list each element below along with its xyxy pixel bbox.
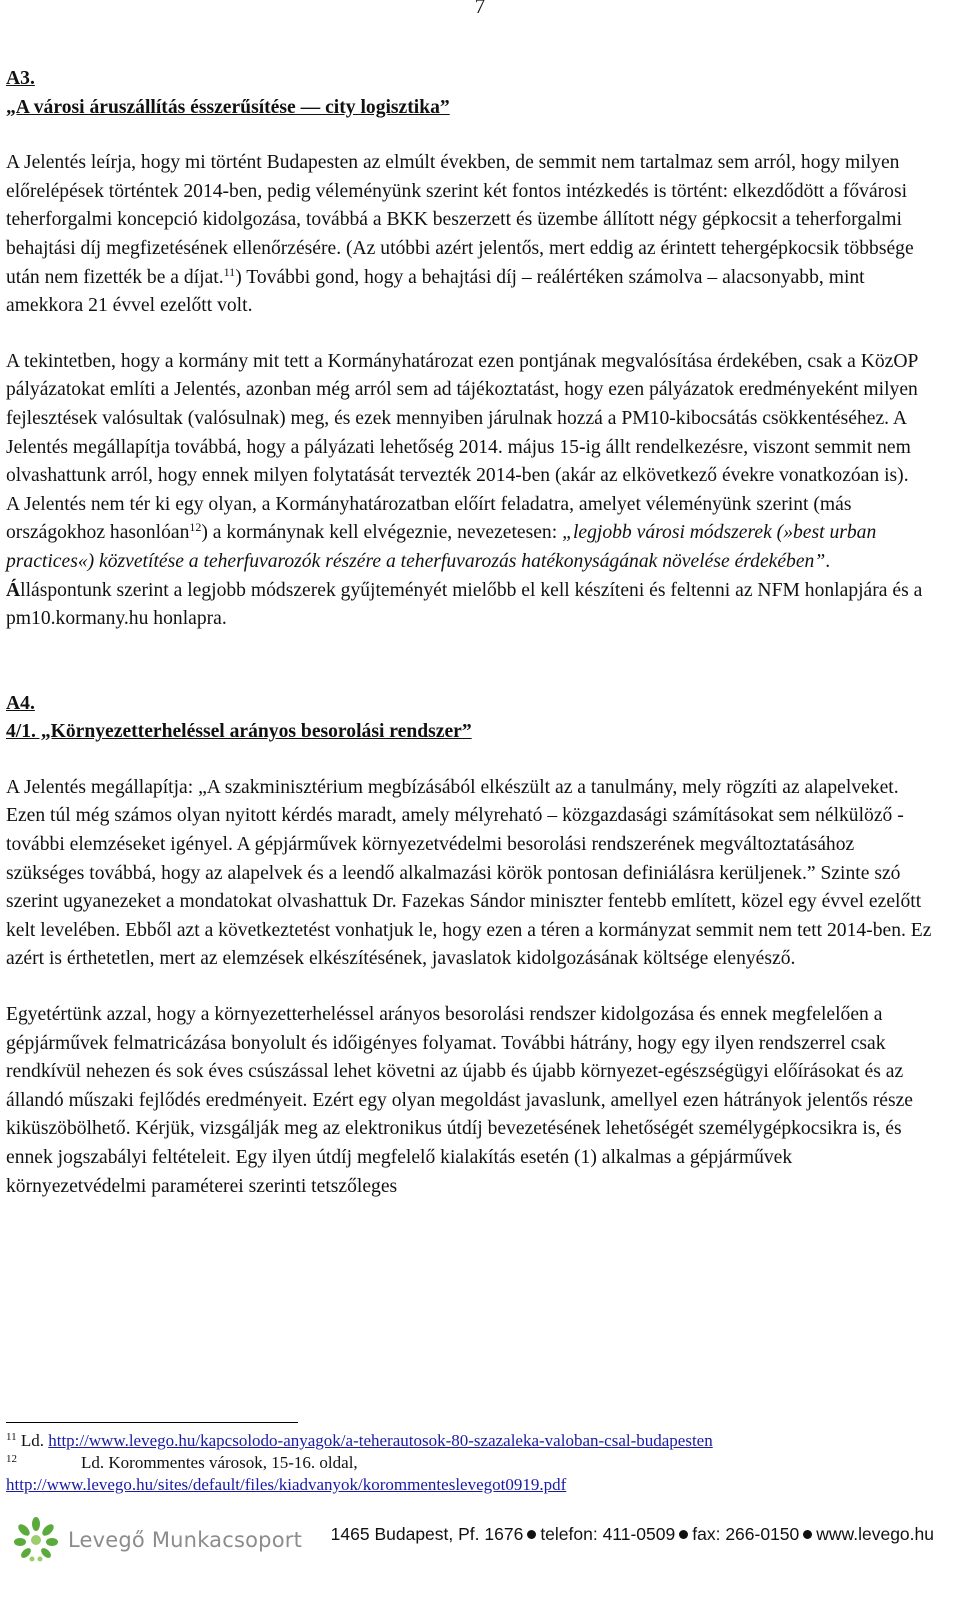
footnote-12-link-row <box>6 1474 936 1496</box>
section-a3-paragraph-3 <box>6 491 936 634</box>
leaf-logo-icon <box>8 1512 64 1568</box>
section-a4-paragraph-2: Egyetértünk azzal, hogy a környezetterheléssel arányos besorolási rendszer kidolgozása és ennek megfelelően a gépjárművek felmatricázása bonyolult és időigényes folyamat. További hátrány, hogy egy ilyen rendszerrel csak rendkívül nehezen és sok éves csúszással lehet követni az újabb és újabb környezet-egészségügyi előírásokat és az állandó műszaki fejlődés eredményeit. Ezért egy olyan megoldást javaslunk, amellyel ezen hátrányok jelentős része kiküszöbölhető. Kérjük, vizsgálják meg az elektronikus útdíj bevezetésének lehetőségét személygépkocsikra is, és ennek jogszabályi feltételeit. Egy ilyen útdíj megfelelő kialakítás esetén (1) alkalmas a gépjárművek környezetvédelmi paraméterei szerinti tetszőleges <box>6 1004 913 1197</box>
page-footer <box>0 1512 960 1568</box>
footnote-11 <box>6 1430 936 1452</box>
phone: telefon: 411-0509 <box>540 1524 676 1544</box>
bullet-icon <box>527 1530 536 1539</box>
footnote-text: Ld. Korommentes városok, 15-16. oldal, <box>81 1453 358 1472</box>
footnotes <box>6 1430 936 1496</box>
website-link[interactable]: www.levego.hu <box>816 1524 934 1544</box>
footnote-12-link[interactable]: http://www.levego.hu/sites/default/files/kiadvanyok/korommenteslevegot0919.pdf <box>6 1475 567 1494</box>
footnote-prefix: Ld. <box>16 1431 49 1450</box>
footnote-ref-11[interactable]: 11 <box>223 264 236 279</box>
footnote-11-link[interactable]: http://www.levego.hu/kapcsolodo-anyagok/a-teherautosok-80-szazaleka-valoban-csal-budapesten <box>48 1431 713 1450</box>
org-logo <box>8 1512 302 1568</box>
footnote-number: 11 <box>6 1431 17 1443</box>
footnote-number: 12 <box>6 1453 17 1465</box>
address: 1465 Budapest, Pf. 1676 <box>330 1524 524 1544</box>
org-name: Levegő Munkacsoport <box>68 1528 303 1552</box>
section-a3-code: A3. <box>6 68 35 89</box>
paragraph-text: A Jelentés leírja, hogy mi történt Budapesten az elmúlt években, de semmit nem tartalmaz sem arról, hogy milyen előrelépések történtek 2014-ben, pedig véleményünk szerint két fontos intézkedés is történt: elkezdődött a fővárosi teherforgalmi koncepció kidolgozása, továbbá a BKK beszerzett és üzembe állított négy gépkocsit a teherforgalmi behajtási díj megfizetésének ellenőrzésére. (Az utóbbi azért jelentős, mert eddig az érintett tehergépkocsik többsége után nem fizették be a díjat. <box>6 152 914 288</box>
paragraph-text: A Jelentés nem tér ki egy olyan, a Kormányhatározatban előírt feladatra, amelyet véleményünk szerint (más országokhoz hasonlóan <box>6 493 852 544</box>
bullet-icon <box>803 1530 812 1539</box>
footnote-separator <box>6 1422 298 1423</box>
footnote-12 <box>6 1452 936 1474</box>
section-a3-title: „A városi áruszállítás ésszerűsítése — city logisztika” <box>6 96 450 118</box>
paragraph-text: ) További gond, hogy a behajtási díj – reálértéken számolva – alacsonyabb, mint amekkora 21 évvel ezelőtt volt. <box>6 266 865 317</box>
bullet-icon <box>679 1530 688 1539</box>
page-number: 7 <box>474 0 486 18</box>
document-body <box>6 65 936 1201</box>
section-a3-paragraph-1 <box>6 149 936 321</box>
section-a4-code: A4. <box>6 692 35 714</box>
paragraph-text: . <box>825 550 831 572</box>
section-a4-paragraph-1: A Jelentés megállapítja: „A szakminisztérium megbízásából elkészült az a tanulmány, mely rögzíti az alapelveket. Ezen túl még számos olyan nyitott kérdés maradt, amely mélyreható – közgazdasági számításokat sem nélkülöző - további elemzéseket igényel. A gépjárművek környezetvédelmi besorolási rendszerének megváltoztatásához szükséges továbbá, hogy az alapelvek és a leendő alkalmazási körök pontosan definiálásra kerüljenek.” Szinte szó szerint ugyanezeket a mondatokat olvashattuk Dr. Fazekas Sándor miniszter fentebb említett, közel egy évvel ezelőtt kelt levelében. Ebből azt a következtetést vonhatjuk le, hogy ezen a téren a kormányzat semmit nem tett 2014-ben. Ez azért is érthetetlen, mert az elemzések elkészítésének, javaslatok kidolgozásának költsége elenyésző. <box>6 776 932 970</box>
paragraph-text: ) a kormánynak kell elvégeznie, nevezetesen: <box>201 522 563 544</box>
section-a3-paragraph-2: A tekintetben, hogy a kormány mit tett a Kormányhatározat ezen pontjának megvalósítása érdekében, csak a KözOP pályázatokat említi a Jelentés, azonban még arról sem ad tájékoztatást, hogy ezen pályázatok eredményeként milyen fejlesztések valósultak (valósulnak) meg, és ezek mennyiben járulnak hozzá a PM10-kibocsátás csökkentéséhez. A Jelentés megállapítja továbbá, hogy a pályázati lehetőség 2014. május 15-ig állt rendelkezésre, viszont semmit nem olvashattunk arról, hogy ennek milyen folytatását tervezték 2014-ben (akár az elkövetkező évekre vonatkozóan is). <box>6 350 918 487</box>
fax: fax: 266-0150 <box>692 1524 800 1544</box>
bold-letter: Á <box>6 579 21 601</box>
footnote-ref-12[interactable]: 12 <box>189 520 202 535</box>
contact-line <box>331 1524 934 1545</box>
quoted-requirement: „legjobb városi módszerek (»best urban practices«) közvetítése a teherfuvarozók részére a teherfuvarozás hatékonyságának növelése érdekében” <box>6 522 877 572</box>
paragraph-text: lláspontunk szerint a legjobb módszerek gyűjteményét mielőbb el kell készíteni és feltenni az NFM honlapjára és a pm10.kormany.hu honlapra. <box>6 579 923 630</box>
section-a4-title: 4/1. „Környezetterheléssel arányos besorolási rendszer” <box>6 721 472 743</box>
